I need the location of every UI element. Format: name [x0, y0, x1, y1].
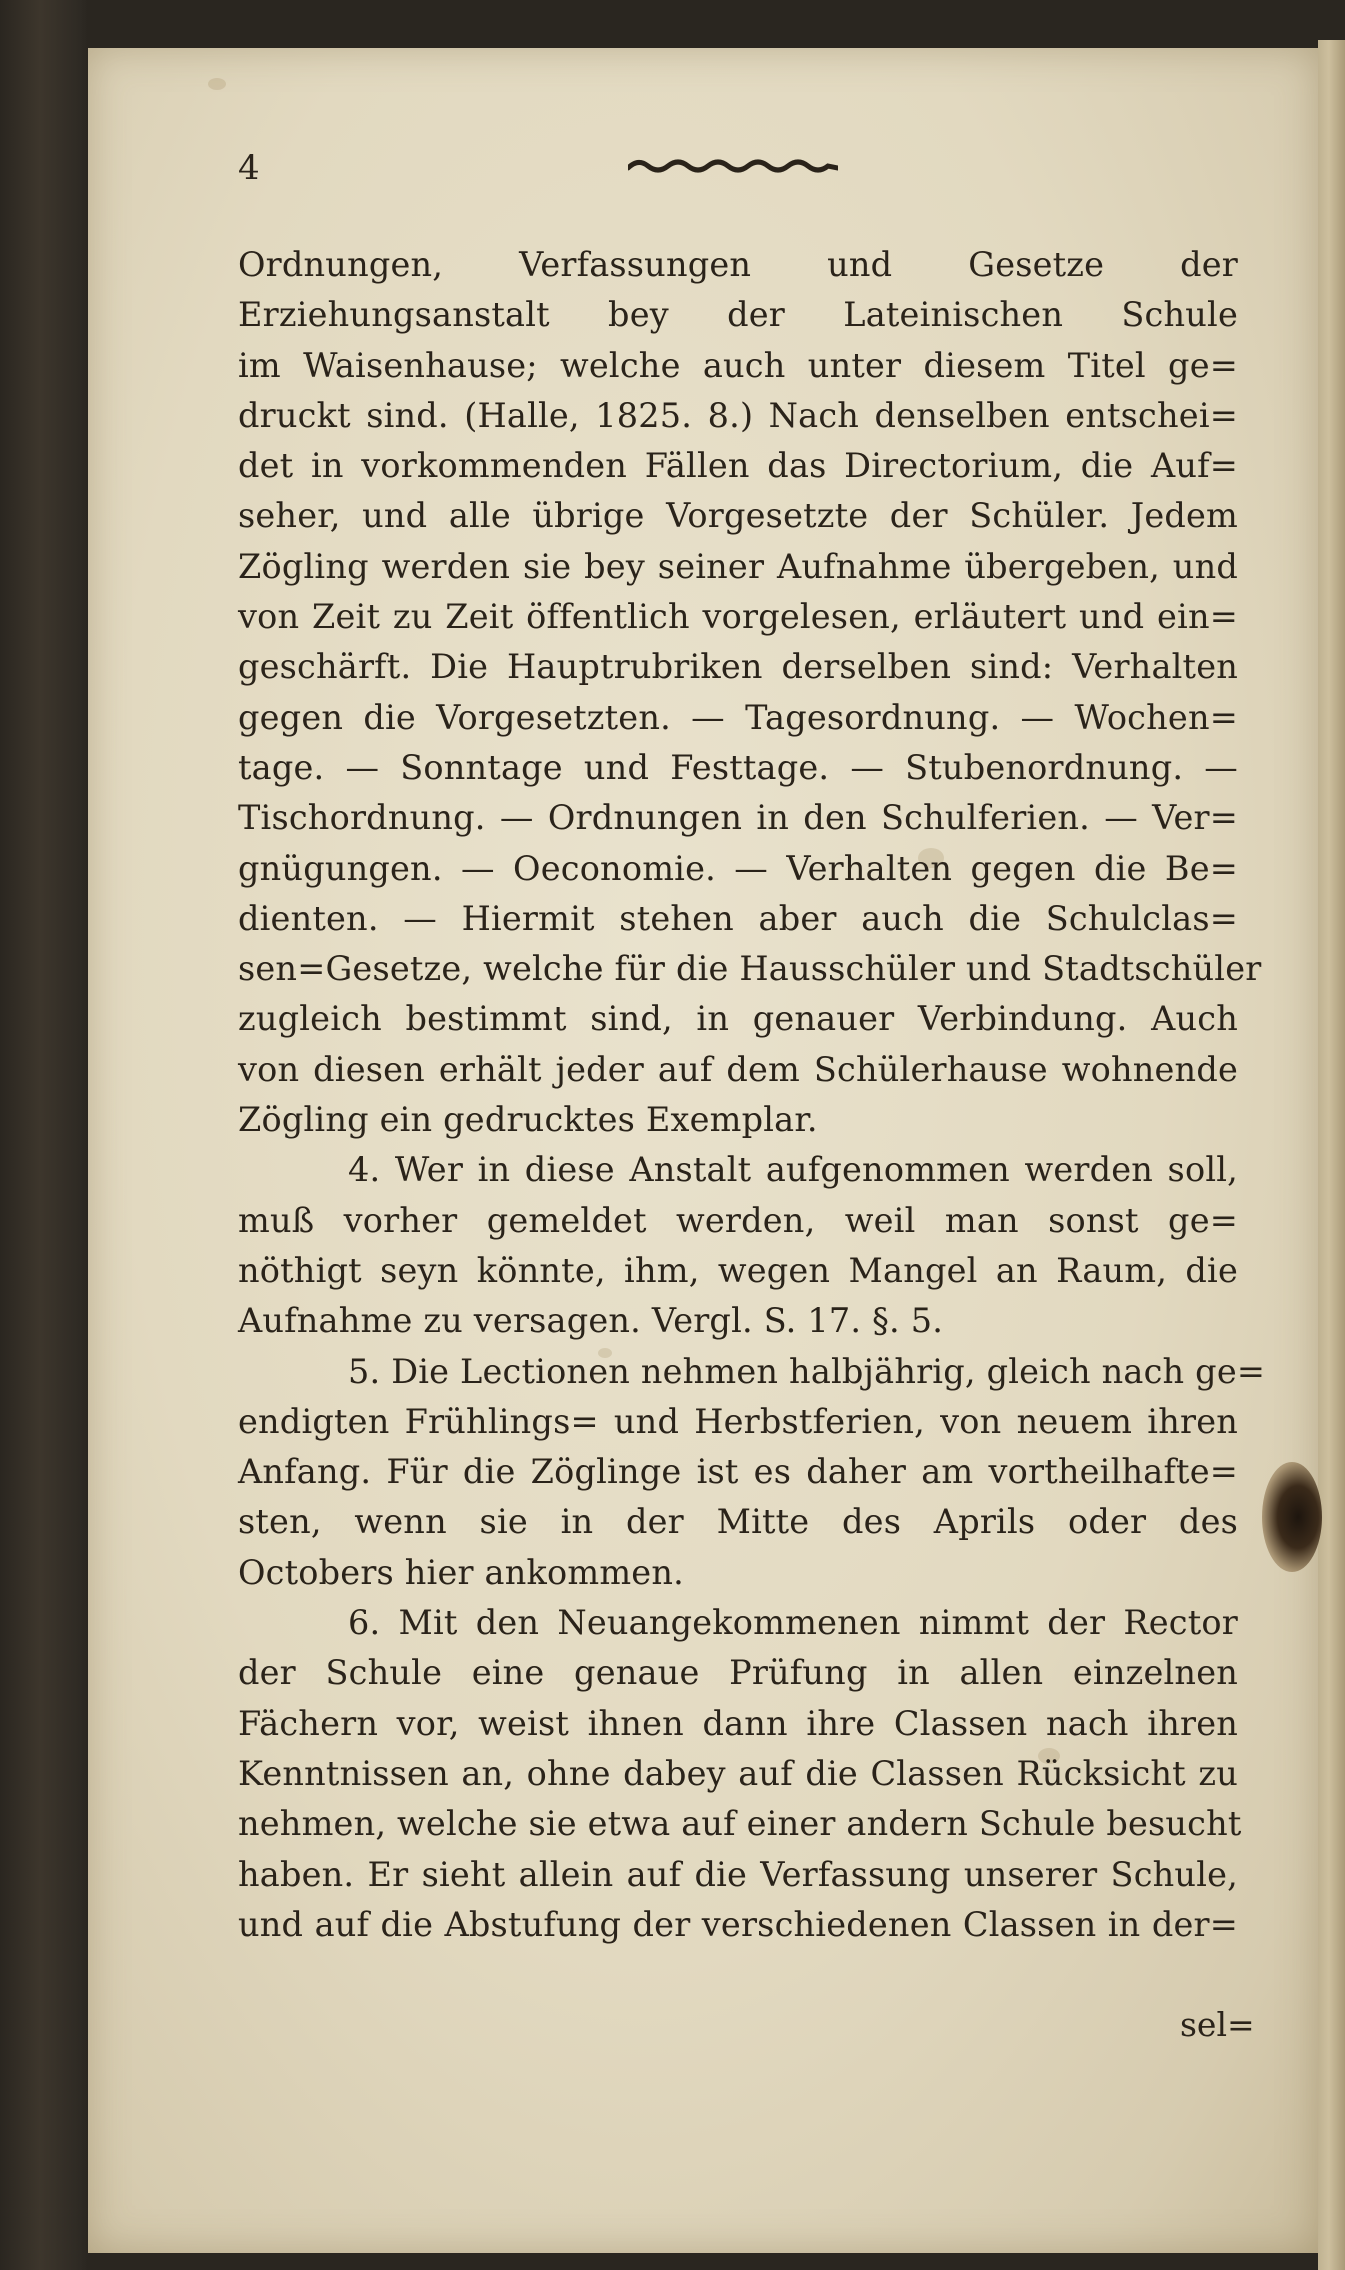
text-line: gegen die Vorgesetzten. — Tagesordnung. — Wochen=	[238, 697, 1238, 737]
paragraph-6-start: 6. Mit den Neuangekommenen nimmt der Rector	[348, 1603, 1238, 1643]
text-line: Kenntnissen an, ohne dabey auf die Classen Rücksicht zu	[238, 1753, 1238, 1793]
text-line: sen=Gesetze, welche für die Hausschüler und Stadtschüler	[238, 949, 1262, 989]
text-line: Erziehungsanstalt bey der Lateinischen Schule	[238, 295, 1238, 335]
text-line: Octobers hier ankommen.	[238, 1552, 684, 1592]
text-line: Ordnungen, Verfassungen und Gesetze der	[238, 245, 1238, 284]
text-line: muß vorher gemeldet werden, weil man sonst ge=	[238, 1200, 1238, 1240]
text-line: seher, und alle übrige Vorgesetzte der Schüler. Jedem	[238, 496, 1238, 536]
text-line: im Waisenhause; welche auch unter diesem Titel ge=	[238, 345, 1238, 385]
text-line: Tischordnung. — Ordnungen in den Schulferien. — Ver=	[238, 798, 1238, 838]
page-header	[238, 148, 1238, 188]
text-line: det in vorkommenden Fällen das Directorium, die Auf=	[238, 446, 1238, 486]
text-line: und auf die Abstufung der verschiedenen Classen in der=	[238, 1904, 1238, 1944]
paragraph-5-start: 5. Die Lectionen nehmen halbjährig, gleich nach ge=	[348, 1351, 1266, 1391]
text-line: zugleich bestimmt sind, in genauer Verbindung. Auch	[238, 999, 1238, 1039]
text-line: druckt sind. (Halle, 1825. 8.) Nach denselben entschei=	[238, 395, 1238, 435]
text-line: dienten. — Hiermit stehen aber auch die Schulclas=	[238, 898, 1238, 938]
burn-mark	[1262, 1462, 1322, 1572]
text-line: geschärft. Die Hauptrubriken derselben sind: Verhalten	[238, 647, 1238, 687]
text-line: Fächern vor, weist ihnen dann ihre Classen nach ihren	[238, 1703, 1238, 1743]
text-line: haben. Er sieht allein auf die Verfassung unserer Schule,	[238, 1854, 1238, 1894]
text-line: nöthigt seyn könnte, ihm, wegen Mangel an Raum, die	[238, 1250, 1238, 1290]
text-line: endigten Frühlings= und Herbstferien, von neuem ihren	[238, 1401, 1238, 1441]
ornament-rule-icon	[628, 154, 838, 178]
text-line: sten, wenn sie in der Mitte des Aprils oder des	[238, 1502, 1238, 1542]
text-line: Zögling ein gedrucktes Exemplar.	[238, 1100, 818, 1140]
text-line: nehmen, welche sie etwa auf einer andern Schule besucht	[238, 1804, 1242, 1844]
text-line: Aufnahme zu versagen. Vergl. S. 17. §. 5.	[238, 1301, 944, 1341]
text-line: von diesen erhält jeder auf dem Schülerhause wohnende	[238, 1049, 1238, 1089]
text-line: der Schule eine genaue Prüfung in allen einzelnen	[238, 1653, 1238, 1693]
text-line: Anfang. Für die Zöglinge ist es daher am vortheilhafte=	[238, 1452, 1238, 1492]
adjacent-page-edge	[1318, 40, 1345, 2270]
paragraph-4-start: 4. Wer in diese Anstalt aufgenommen werden soll,	[348, 1150, 1238, 1190]
text-line: von Zeit zu Zeit öffentlich vorgelesen, erläutert und ein=	[238, 597, 1238, 637]
page-number: 4	[238, 148, 260, 188]
text-line: tage. — Sonntage und Festtage. — Stubenordnung. —	[238, 747, 1238, 787]
text-line: Zögling werden sie bey seiner Aufnahme übergeben, und	[238, 546, 1238, 586]
catchword: sel=	[1180, 2005, 1255, 2044]
text-line: gnügungen. — Oeconomie. — Verhalten gegen die Be=	[238, 848, 1238, 888]
body-text	[238, 240, 1266, 1950]
